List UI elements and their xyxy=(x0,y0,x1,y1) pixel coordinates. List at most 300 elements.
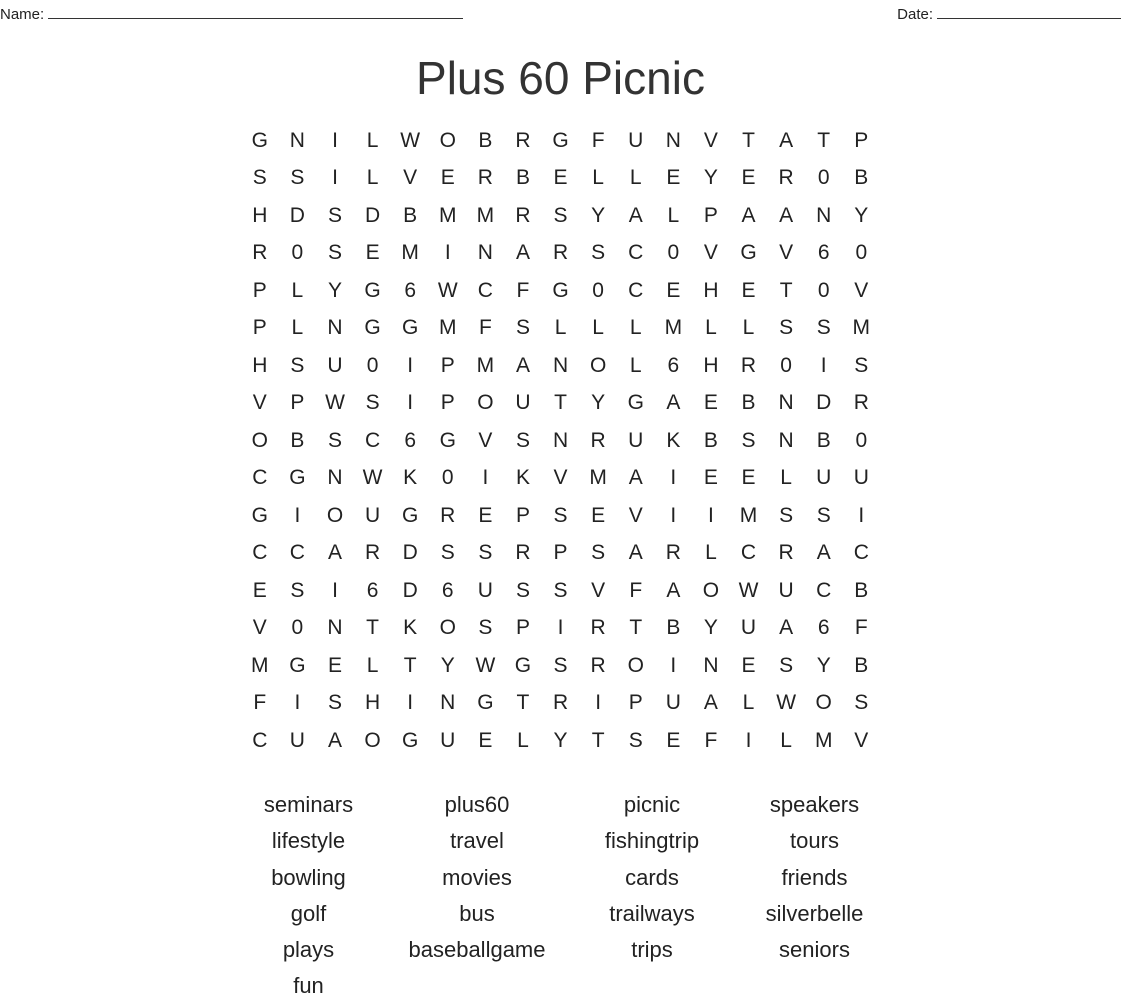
grid-letter[interactable]: T xyxy=(817,128,831,152)
grid-letter[interactable]: V xyxy=(854,728,869,752)
grid-letter[interactable]: T xyxy=(403,653,417,677)
grid-letter[interactable]: O xyxy=(477,391,494,415)
grid-letter[interactable]: G xyxy=(364,278,381,302)
grid-row xyxy=(241,685,881,723)
grid-letter[interactable]: U xyxy=(665,691,681,715)
grid-letter[interactable]: B xyxy=(703,428,718,452)
grid-letter[interactable]: R xyxy=(778,541,794,565)
grid-letter[interactable]: N xyxy=(327,316,343,340)
grid-letter[interactable]: G xyxy=(477,691,494,715)
grid-letter[interactable]: P xyxy=(854,128,869,152)
grid-letter[interactable]: S xyxy=(553,203,568,227)
grid-letter[interactable]: S xyxy=(854,691,869,715)
grid-letter[interactable]: L xyxy=(705,541,717,565)
grid-letter[interactable]: B xyxy=(290,428,305,452)
grid-letter[interactable]: S xyxy=(854,353,869,377)
grid-letter[interactable]: N xyxy=(778,391,794,415)
grid-letter[interactable]: P xyxy=(553,541,568,565)
grid-letter[interactable]: M xyxy=(739,503,758,527)
grid-letter[interactable]: W xyxy=(475,653,496,677)
grid-letter[interactable]: I xyxy=(670,503,677,527)
grid-letter[interactable]: H xyxy=(252,203,268,227)
grid-letter[interactable]: I xyxy=(745,728,752,752)
grid-letter[interactable]: G xyxy=(289,653,306,677)
grid-letter[interactable]: U xyxy=(477,578,493,602)
grid-letter[interactable]: R xyxy=(364,541,381,565)
grid-letter[interactable]: I xyxy=(294,503,301,527)
grid-letter[interactable]: E xyxy=(741,166,756,190)
grid-letter[interactable]: B xyxy=(854,578,869,602)
grid-letter[interactable]: E xyxy=(478,503,493,527)
grid-letter[interactable]: R xyxy=(590,428,606,452)
grid-letter[interactable]: C xyxy=(628,278,644,302)
grid-letter[interactable]: A xyxy=(515,241,530,265)
grid-letter[interactable]: A xyxy=(628,466,643,490)
grid-letter[interactable]: R xyxy=(740,353,757,377)
grid-letter[interactable]: N xyxy=(778,428,794,452)
grid-letter[interactable]: N xyxy=(665,128,681,152)
grid-letter[interactable]: A xyxy=(741,203,756,227)
grid-letter[interactable]: P xyxy=(515,503,530,527)
grid-letter[interactable]: L xyxy=(629,316,642,340)
grid-letter[interactable]: I xyxy=(670,466,677,490)
grid-letter[interactable]: 6 xyxy=(667,353,680,377)
grid-letter[interactable]: C xyxy=(364,428,381,452)
grid-letter[interactable]: F xyxy=(629,578,643,602)
grid-letter[interactable]: V xyxy=(478,428,493,452)
name-blank-line[interactable] xyxy=(48,4,463,19)
grid-letter[interactable]: S xyxy=(779,653,794,677)
grid-letter[interactable]: L xyxy=(592,316,604,340)
grid-letter[interactable]: G xyxy=(289,466,306,490)
grid-letter[interactable]: I xyxy=(557,616,564,640)
grid-letter[interactable]: V xyxy=(854,278,869,302)
grid-letter[interactable]: L xyxy=(592,166,604,190)
grid-letter[interactable]: E xyxy=(327,653,342,677)
grid-letter[interactable]: P xyxy=(252,316,267,340)
grid-letter[interactable]: T xyxy=(591,728,605,752)
grid-letter[interactable]: N xyxy=(327,466,343,490)
grid-letter[interactable]: N xyxy=(440,691,456,715)
grid-letter[interactable]: C xyxy=(289,541,305,565)
grid-letter[interactable]: I xyxy=(407,391,414,415)
grid-letter[interactable]: I xyxy=(407,353,414,377)
grid-letter[interactable]: S xyxy=(515,316,530,340)
grid-letter[interactable]: R xyxy=(552,241,569,265)
grid-letter[interactable]: V xyxy=(703,241,718,265)
grid-letter[interactable]: R xyxy=(590,653,606,677)
grid-letter[interactable]: U xyxy=(364,503,381,527)
grid-letter[interactable]: R xyxy=(778,166,794,190)
grid-letter[interactable]: S xyxy=(779,503,794,527)
grid-letter[interactable]: S xyxy=(290,353,305,377)
grid-letter[interactable]: L xyxy=(291,316,304,340)
grid-letter[interactable]: P xyxy=(252,278,267,302)
grid-letter[interactable]: T xyxy=(366,616,379,640)
grid-letter[interactable]: C xyxy=(628,241,644,265)
grid-letter[interactable]: R xyxy=(515,541,531,565)
grid-letter[interactable]: 0 xyxy=(817,166,830,190)
grid-letter[interactable]: 0 xyxy=(817,278,830,302)
grid-letter[interactable]: M xyxy=(476,353,495,377)
grid-letter[interactable]: E xyxy=(666,278,681,302)
grid-letter[interactable]: V xyxy=(703,128,718,152)
grid-letter[interactable]: B xyxy=(854,166,869,190)
grid-letter[interactable]: F xyxy=(253,691,267,715)
grid-letter[interactable]: W xyxy=(437,278,458,302)
grid-letter[interactable]: 0 xyxy=(366,353,379,377)
grid-letter[interactable]: 6 xyxy=(441,578,454,602)
name-field[interactable] xyxy=(0,4,463,23)
grid-letter[interactable]: 0 xyxy=(291,241,304,265)
grid-letter[interactable]: O xyxy=(589,353,607,377)
grid-letter[interactable]: I xyxy=(708,503,714,527)
grid-letter[interactable]: R xyxy=(515,128,531,152)
grid-letter[interactable]: L xyxy=(780,466,792,490)
grid-letter[interactable]: S xyxy=(327,691,342,715)
grid-letter[interactable]: E xyxy=(666,728,681,752)
grid-letter[interactable]: S xyxy=(779,316,794,340)
grid-letter[interactable]: Y xyxy=(703,166,718,190)
grid-letter[interactable]: S xyxy=(591,241,606,265)
grid-letter[interactable]: U xyxy=(628,428,644,452)
grid-letter[interactable]: 0 xyxy=(855,241,868,265)
grid-letter[interactable]: L xyxy=(780,728,792,752)
grid-letter[interactable]: E xyxy=(591,503,606,527)
grid-letter[interactable]: C xyxy=(477,278,493,302)
grid-letter[interactable]: C xyxy=(252,728,268,752)
grid-letter[interactable]: 0 xyxy=(855,428,868,452)
grid-letter[interactable]: M xyxy=(589,466,607,490)
grid-letter[interactable]: G xyxy=(251,128,268,152)
grid-letter[interactable]: V xyxy=(553,466,568,490)
grid-letter[interactable]: V xyxy=(779,241,794,265)
grid-letter[interactable]: A xyxy=(515,353,530,377)
grid-letter[interactable]: U xyxy=(628,128,644,152)
grid-letter[interactable]: M xyxy=(439,203,457,227)
grid-letter[interactable]: S xyxy=(553,503,568,527)
grid-letter[interactable]: U xyxy=(853,466,869,490)
grid-letter[interactable]: A xyxy=(816,541,831,565)
grid-letter[interactable]: I xyxy=(595,691,602,715)
grid-letter[interactable]: D xyxy=(816,391,832,415)
grid-letter[interactable]: G xyxy=(740,241,757,265)
grid-letter[interactable]: 6 xyxy=(404,428,417,452)
grid-letter[interactable]: I xyxy=(482,466,489,490)
grid-letter[interactable]: N xyxy=(327,616,343,640)
grid-letter[interactable]: U xyxy=(515,391,531,415)
grid-letter[interactable]: L xyxy=(742,316,755,340)
grid-letter[interactable]: F xyxy=(516,278,530,302)
grid-letter[interactable]: L xyxy=(366,128,379,152)
grid-letter[interactable]: O xyxy=(439,616,456,640)
grid-letter[interactable]: Y xyxy=(591,391,606,415)
grid-letter[interactable]: R xyxy=(440,503,456,527)
grid-letter[interactable]: R xyxy=(515,203,531,227)
grid-letter[interactable]: O xyxy=(815,691,832,715)
grid-letter[interactable]: Y xyxy=(327,278,342,302)
grid-letter[interactable]: S xyxy=(515,578,530,602)
grid-letter[interactable]: I xyxy=(332,578,338,602)
grid-letter[interactable]: U xyxy=(816,466,832,490)
grid-letter[interactable]: U xyxy=(778,578,794,602)
grid-letter[interactable]: Y xyxy=(440,653,455,677)
grid-letter[interactable]: U xyxy=(440,728,456,752)
grid-letter[interactable]: P xyxy=(440,391,455,415)
grid-letter[interactable]: M xyxy=(251,653,269,677)
grid-letter[interactable]: 0 xyxy=(592,278,604,302)
grid-letter[interactable]: S xyxy=(290,578,305,602)
grid-letter[interactable]: S xyxy=(591,541,606,565)
grid-letter[interactable]: P xyxy=(515,616,530,640)
grid-letter[interactable]: L xyxy=(667,203,680,227)
grid-letter[interactable]: 6 xyxy=(817,241,830,265)
grid-letter[interactable]: D xyxy=(289,203,305,227)
grid-letter[interactable]: S xyxy=(290,166,305,190)
grid-letter[interactable]: S xyxy=(816,316,831,340)
grid-letter[interactable]: F xyxy=(478,316,492,340)
grid-letter[interactable]: Y xyxy=(854,203,869,227)
grid-letter[interactable]: V xyxy=(403,166,418,190)
grid-letter[interactable]: I xyxy=(294,691,301,715)
grid-letter[interactable]: G xyxy=(439,428,456,452)
grid-letter[interactable]: S xyxy=(553,653,568,677)
grid-letter[interactable]: A xyxy=(327,728,342,752)
grid-letter[interactable]: V xyxy=(252,616,267,640)
grid-letter[interactable]: I xyxy=(332,128,338,152)
grid-letter[interactable]: O xyxy=(439,128,456,152)
grid-letter[interactable]: S xyxy=(365,391,380,415)
grid-letter[interactable]: E xyxy=(553,166,568,190)
grid-letter[interactable]: 6 xyxy=(817,616,830,640)
grid-letter[interactable]: L xyxy=(629,166,642,190)
grid-letter[interactable]: Y xyxy=(553,728,568,752)
grid-letter[interactable]: W xyxy=(776,691,797,715)
grid-letter[interactable]: H xyxy=(703,353,719,377)
grid-letter[interactable]: A xyxy=(628,203,643,227)
grid-letter[interactable]: K xyxy=(403,466,418,490)
grid-letter[interactable]: S xyxy=(515,428,530,452)
grid-letter[interactable]: S xyxy=(553,578,568,602)
grid-row xyxy=(241,197,881,235)
date-field[interactable] xyxy=(897,4,1121,23)
grid-letter[interactable]: T xyxy=(779,278,793,302)
grid-letter[interactable]: C xyxy=(740,541,757,565)
grid-letter[interactable]: E xyxy=(703,466,718,490)
grid-letter[interactable]: L xyxy=(742,691,755,715)
grid-letter[interactable]: O xyxy=(627,653,644,677)
grid-letter[interactable]: I xyxy=(444,241,451,265)
grid-letter[interactable]: E xyxy=(741,466,756,490)
grid-letter[interactable]: U xyxy=(740,616,757,640)
grid-letter[interactable]: G xyxy=(552,278,569,302)
grid-letter[interactable]: L xyxy=(705,316,717,340)
grid-letter[interactable]: O xyxy=(326,503,344,527)
grid-letter[interactable]: R xyxy=(477,166,493,190)
word-search-grid xyxy=(241,122,881,760)
grid-letter[interactable]: R xyxy=(590,616,606,640)
grid-letter[interactable]: A xyxy=(779,203,794,227)
grid-letter[interactable]: G xyxy=(552,128,569,152)
grid-letter[interactable]: T xyxy=(629,616,643,640)
grid-row xyxy=(241,347,881,385)
grid-letter[interactable]: V xyxy=(591,578,606,602)
grid-letter[interactable]: C xyxy=(816,578,832,602)
grid-letter[interactable]: F xyxy=(591,128,605,152)
grid-letter[interactable]: K xyxy=(403,616,418,640)
grid-letter[interactable]: S xyxy=(816,503,831,527)
grid-letter[interactable]: P xyxy=(628,691,643,715)
grid-letter[interactable]: C xyxy=(252,466,268,490)
grid-letter[interactable]: H xyxy=(703,278,719,302)
grid-letter[interactable]: A xyxy=(703,691,718,715)
grid-letter[interactable]: 0 xyxy=(291,616,304,640)
grid-letter[interactable]: I xyxy=(670,653,677,677)
grid-letter[interactable]: 0 xyxy=(441,466,454,490)
grid-letter[interactable]: T xyxy=(742,128,755,152)
grid-letter[interactable]: C xyxy=(853,541,869,565)
grid-letter[interactable]: G xyxy=(402,316,419,340)
grid-letter[interactable]: R xyxy=(252,241,268,265)
grid-letter[interactable]: Y xyxy=(703,616,718,640)
grid-letter[interactable]: S xyxy=(252,166,267,190)
date-blank-line[interactable] xyxy=(937,4,1121,19)
grid-letter[interactable]: G xyxy=(364,316,381,340)
grid-letter[interactable]: N xyxy=(552,428,569,452)
grid-letter[interactable]: L xyxy=(517,728,529,752)
grid-letter[interactable]: Y xyxy=(816,653,831,677)
grid-letter[interactable]: S xyxy=(327,203,342,227)
grid-letter[interactable]: E xyxy=(478,728,493,752)
grid-letter[interactable]: I xyxy=(858,503,865,527)
grid-letter[interactable]: 6 xyxy=(366,578,379,602)
grid-letter[interactable]: N xyxy=(552,353,569,377)
grid-letter[interactable]: N xyxy=(816,203,832,227)
grid-letter[interactable]: 6 xyxy=(404,278,417,302)
grid-letter[interactable]: S xyxy=(478,541,493,565)
grid-letter[interactable]: P xyxy=(703,203,718,227)
word-bank-item: golf xyxy=(290,900,327,926)
grid-letter[interactable]: U xyxy=(289,728,305,752)
grid-letter[interactable]: P xyxy=(290,391,305,415)
grid-letter[interactable]: L xyxy=(366,653,379,677)
grid-letter[interactable]: P xyxy=(440,353,455,377)
grid-letter[interactable]: H xyxy=(252,353,268,377)
grid-letter[interactable]: G xyxy=(402,728,419,752)
grid-letter[interactable]: A xyxy=(666,391,681,415)
grid-letter[interactable]: O xyxy=(364,728,381,752)
grid-letter[interactable]: D xyxy=(364,203,381,227)
grid-letter[interactable]: 0 xyxy=(780,353,792,377)
grid-letter[interactable]: B xyxy=(478,128,493,152)
grid-letter[interactable]: M xyxy=(439,316,457,340)
grid-letter[interactable]: N xyxy=(703,653,719,677)
grid-letter[interactable]: O xyxy=(251,428,268,452)
grid-letter[interactable]: G xyxy=(627,391,644,415)
grid-letter[interactable]: B xyxy=(854,653,869,677)
grid-letter[interactable]: B xyxy=(816,428,831,452)
grid-letter[interactable]: E xyxy=(666,166,681,190)
grid-letter[interactable]: G xyxy=(402,503,419,527)
word-bank-item: bowling xyxy=(271,864,346,890)
grid-letter[interactable]: A xyxy=(327,541,342,565)
word-bank-item: trips xyxy=(631,937,673,963)
grid-letter[interactable]: C xyxy=(252,541,268,565)
grid-letter[interactable]: S xyxy=(628,728,643,752)
grid-letter[interactable]: I xyxy=(407,691,414,715)
grid-letter[interactable]: F xyxy=(704,728,718,752)
grid-letter[interactable]: D xyxy=(402,541,418,565)
grid-letter[interactable]: A xyxy=(779,616,794,640)
grid-letter[interactable]: R xyxy=(853,391,869,415)
grid-letter[interactable]: W xyxy=(325,391,345,415)
grid-letter[interactable]: Y xyxy=(591,203,606,227)
grid-letter[interactable]: W xyxy=(400,128,421,152)
grid-letter[interactable]: A xyxy=(628,541,643,565)
grid-letter[interactable]: E xyxy=(252,578,267,602)
grid-letter[interactable]: E xyxy=(703,391,718,415)
grid-letter[interactable]: T xyxy=(516,691,530,715)
grid-letter[interactable]: V xyxy=(628,503,643,527)
grid-letter[interactable]: E xyxy=(741,278,756,302)
grid-letter[interactable]: W xyxy=(362,466,383,490)
grid-letter[interactable]: M xyxy=(852,316,871,340)
grid-letter[interactable]: G xyxy=(514,653,532,677)
grid-letter[interactable]: L xyxy=(554,316,567,340)
grid-letter[interactable]: I xyxy=(332,166,338,190)
grid-letter[interactable]: T xyxy=(554,391,567,415)
grid-letter[interactable]: 0 xyxy=(667,241,680,265)
grid-letter[interactable]: R xyxy=(665,541,681,565)
grid-letter[interactable]: B xyxy=(666,616,681,640)
grid-letter[interactable]: G xyxy=(251,503,268,527)
grid-letter[interactable]: M xyxy=(664,316,683,340)
grid-letter[interactable]: K xyxy=(515,466,530,490)
grid-letter[interactable]: S xyxy=(327,428,342,452)
grid-letter[interactable]: F xyxy=(854,616,868,640)
grid-letter[interactable]: N xyxy=(289,128,305,152)
grid-letter[interactable]: B xyxy=(515,166,530,190)
grid-letter[interactable]: E xyxy=(440,166,455,190)
grid-letter[interactable]: S xyxy=(327,241,342,265)
grid-letter[interactable]: D xyxy=(402,578,418,602)
grid-letter[interactable]: I xyxy=(820,353,827,377)
grid-letter[interactable]: M xyxy=(476,203,495,227)
grid-letter[interactable]: B xyxy=(741,391,756,415)
grid-letter[interactable]: S xyxy=(741,428,756,452)
grid-letter[interactable]: S xyxy=(478,616,493,640)
grid-letter[interactable]: O xyxy=(702,578,720,602)
grid-letter[interactable]: M xyxy=(401,241,419,265)
grid-letter[interactable]: S xyxy=(440,541,455,565)
grid-letter[interactable]: U xyxy=(327,353,343,377)
grid-letter[interactable]: B xyxy=(403,203,418,227)
grid-letter[interactable]: E xyxy=(365,241,380,265)
grid-letter[interactable]: N xyxy=(477,241,493,265)
grid-letter[interactable]: H xyxy=(364,691,381,715)
grid-letter[interactable]: A xyxy=(666,578,681,602)
grid-letter[interactable]: L xyxy=(366,166,379,190)
grid-letter[interactable]: A xyxy=(779,128,794,152)
grid-letter[interactable]: V xyxy=(252,391,267,415)
grid-letter[interactable]: E xyxy=(741,653,756,677)
grid-letter[interactable]: L xyxy=(629,353,642,377)
grid-letter[interactable]: M xyxy=(814,728,833,752)
grid-letter[interactable]: K xyxy=(666,428,681,452)
grid-letter[interactable]: R xyxy=(552,691,569,715)
grid-letter[interactable]: L xyxy=(291,278,304,302)
grid-letter[interactable]: W xyxy=(738,578,759,602)
